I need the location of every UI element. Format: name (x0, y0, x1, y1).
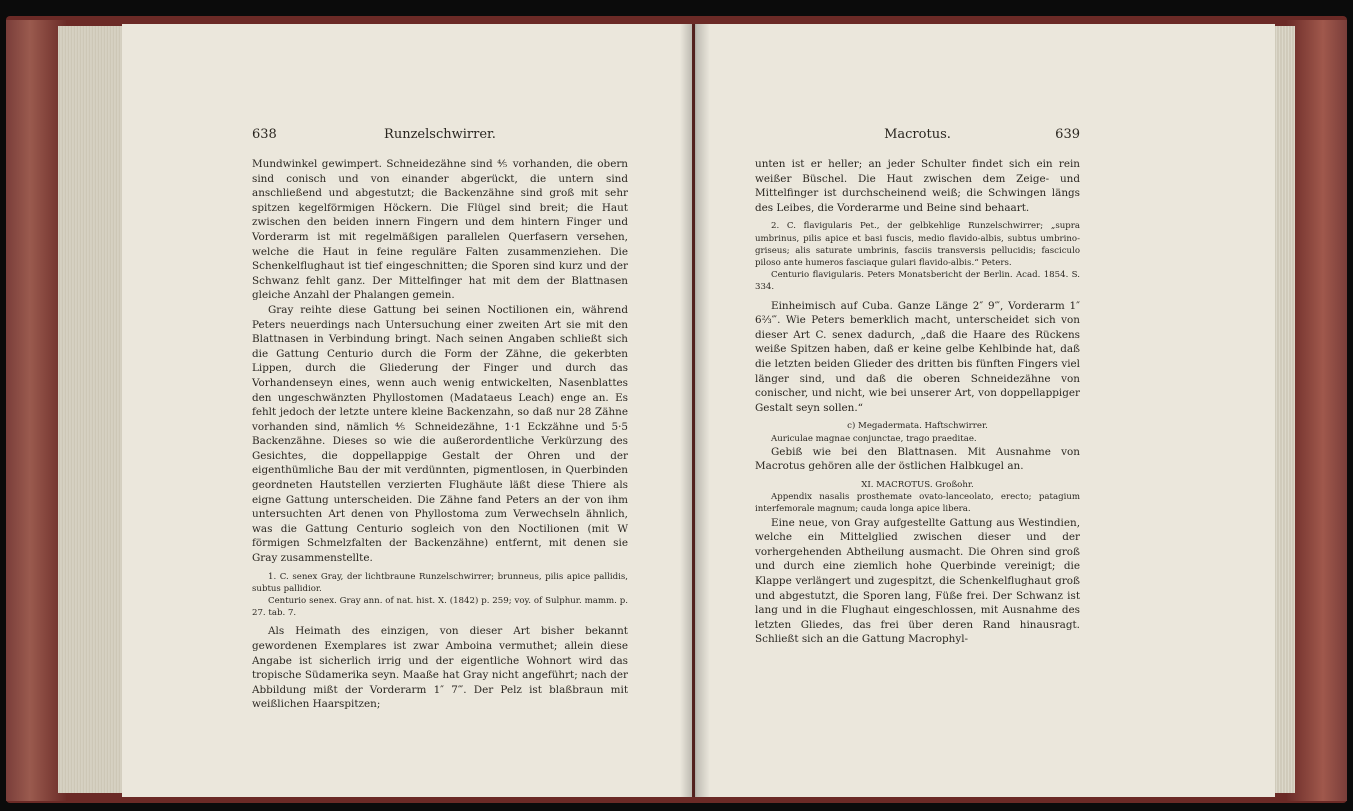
left-page-header (252, 127, 628, 147)
species-heading-senex: 1. C. senex Gray, der lichtbraune Runzelschwirrer; brunneus, pilis apice pallidis, subtus pallidior. (252, 571, 628, 594)
species-reference-senex: Centurio senex. Gray ann. of nat. hist. X. (1842) p. 259; voy. of Sulphur. mamm. p. 27. tab. 7. (252, 596, 628, 619)
left-paragraph-1: Mundwinkel gewimpert. Schneidezähne sind ⅘ vorhanden, die obern sind conisch und von einander abgerückt, die untern sind anschließend und abgestutzt; die Backenzähne sind groß mit sehr spitzen kegelförmigen Höckern. Die Flügel sind breit; die Haut zwischen den beiden innern Fingern und dem hintern Finger und Vorderarm ist mit regelmäßigen parallelen Querfasern versehen, welche die Haut in feine reguläre Falten zusammenziehen. Die Schenkelflughaut ist tief eingeschnitten; die Sporen sind kurz und der Schwanz fehlt ganz. Der Mittelfinger hat mit dem der Blattnasen gleiche Anzahl der Phalangen gemein. (252, 158, 628, 302)
right-page-number: 639 (1055, 127, 1080, 142)
section-c-text: Gebiß wie bei den Blattnasen. Mit Ausnahme von Macrotus gehören alle der östlichen Halbkugel an. (755, 445, 1080, 473)
section-c-heading: c) Megadermata. Haftschwirrer. (847, 421, 988, 432)
species-heading-flavigularis: 2. C. flavigularis Pet., der gelbkehlige Runzelschwirrer; „supra umbrinus, pilis apice et basi fuscis, medio flavido-albis, subtus umbrino-griseus; alis saturate umbrinis, fasciis transversis pellucidis; fasciculo piloso ante humeros fasciaque gulari flavido-albis.“ Peters. (755, 221, 1080, 268)
page-stack-left (58, 26, 126, 793)
left-running-title: Runzelschwirrer. (384, 127, 496, 142)
left-page (122, 24, 692, 797)
left-page-number: 638 (252, 127, 277, 142)
right-running-title: Macrotus. (884, 127, 951, 142)
section-c-latin: Auriculae magnae conjunctae, trago praeditae. (771, 433, 977, 444)
cover-left-edge (6, 20, 66, 801)
left-closing-paragraph: Als Heimath des einzigen, von dieser Art bisher bekannt gewordenen Exemplares ist zwar Amboina vermuthet; allein diese Angabe ist sicherlich irrig und der eigentliche Wohnort wird das tropische Südamerika seyn. Maaße hat Gray nicht angeführt; nach der Abbildung mißt der Vorderarm 1″ 7‴. Der Pelz ist blaßbraun mit weißlichen Haarspitzen; (252, 625, 628, 711)
genus-paragraph-macrotus: Eine neue, von Gray aufgestellte Gattung aus Westindien, welche ein Mittelglied zwischen dieser und der vorhergehenden Abtheilung ausmacht. Die Ohren sind groß und durch eine ziemlich hohe Querbinde vereinigt; die Klappe verlängert und zugespitzt, die Schenkelflughaut groß und abgestutzt, die Sporen lang, Füße frei. Der Schwanz ist lang und in die Flughaut eingeschlossen, mit Ausnahme des letzten Gliedes, das frei über deren Rand hinausragt. Schließt sich an die Gattung Macrophyl- (755, 516, 1080, 646)
species-paragraph-flavigularis: Einheimisch auf Cuba. Ganze Länge 2″ 9‴, Vorderarm 1″ 6⅔‴. Wie Peters bemerklich macht, unterscheidet sich von dieser Art C. senex dadurch, „daß die Haare des Rückens weiße Spitzen haben, daß er keine gelbe Kehlbinde hat, daß die letzten beiden Glieder des dritten bis fünften Fingers viel länger sind, und daß die oberen Schneidezähne von conischer, und nicht, wie bei unserer Art, von doppellappiger Gestalt seyn sollen.“ (755, 299, 1080, 414)
right-page (695, 24, 1275, 797)
genus-heading-macrotus: XI. MACROTUS. Großohr. (861, 479, 974, 490)
right-page-header (755, 127, 1080, 147)
left-paragraph-2: Gray reihte diese Gattung bei seinen Noctilionen ein, während Peters neuerdings nach Untersuchung einer zweiten Art sie mit den Blattnasen in Verbindung bringt. Nach seinen Angaben schließt sich die Gattung Centurio durch die Form der Zähne, die gekerbten Lippen, durch die Gliederung der Finger und durch das Vorhandenseyn eines, wenn auch wenig entwickelten, Nasenblattes den ungeschwänzten Phyllostomen (Madataeus Leach) enge an. Es fehlt jedoch der letzte untere kleine Backenzahn, so daß nur 28 Zähne vorhanden sind, nämlich ⅘ Schneidezähne, 1·1 Eckzähne und 5·5 Backenzähne. Dieses so wie die außerordentliche Verkürzung des Gesichtes, die doppellappige Gestalt der Ohren und der eigenthümliche Bau der mit verdünnten, pigmentlosen, in Querbinden geordneten Hautstellen verzierten Flughäute läßt diese Thiere als eigne Gattung unterscheiden. Die Zähne fand Peters an der von ihm untersuchten Art denen von Phyllostoma zum Verwechseln ähnlich, was die Gattung Centurio sogleich von den Noctilionen (mit W förmigen Schmelzfalten der Backenzähne) entfernt, mit denen sie Gray zusammenstellte. (252, 303, 628, 565)
cover-right-edge (1287, 20, 1347, 801)
species-reference-flavigularis: Centurio flavigularis. Peters Monatsbericht der Berlin. Acad. 1854. S. 334. (755, 270, 1080, 293)
right-paragraph-1: unten ist er heller; an jeder Schulter findet sich ein rein weißer Büschel. Die Haut zwischen dem Zeige- und Mittelfinger ist durchscheinend weiß; die Schwingen längs des Leibes, die Vorderarme und Beine sind behaart. (755, 158, 1080, 214)
genus-latin-macrotus: Appendix nasalis prosthemate ovato-lanceolato, erecto; patagium interfemorale magnum; cauda longa apice libera. (755, 492, 1080, 515)
